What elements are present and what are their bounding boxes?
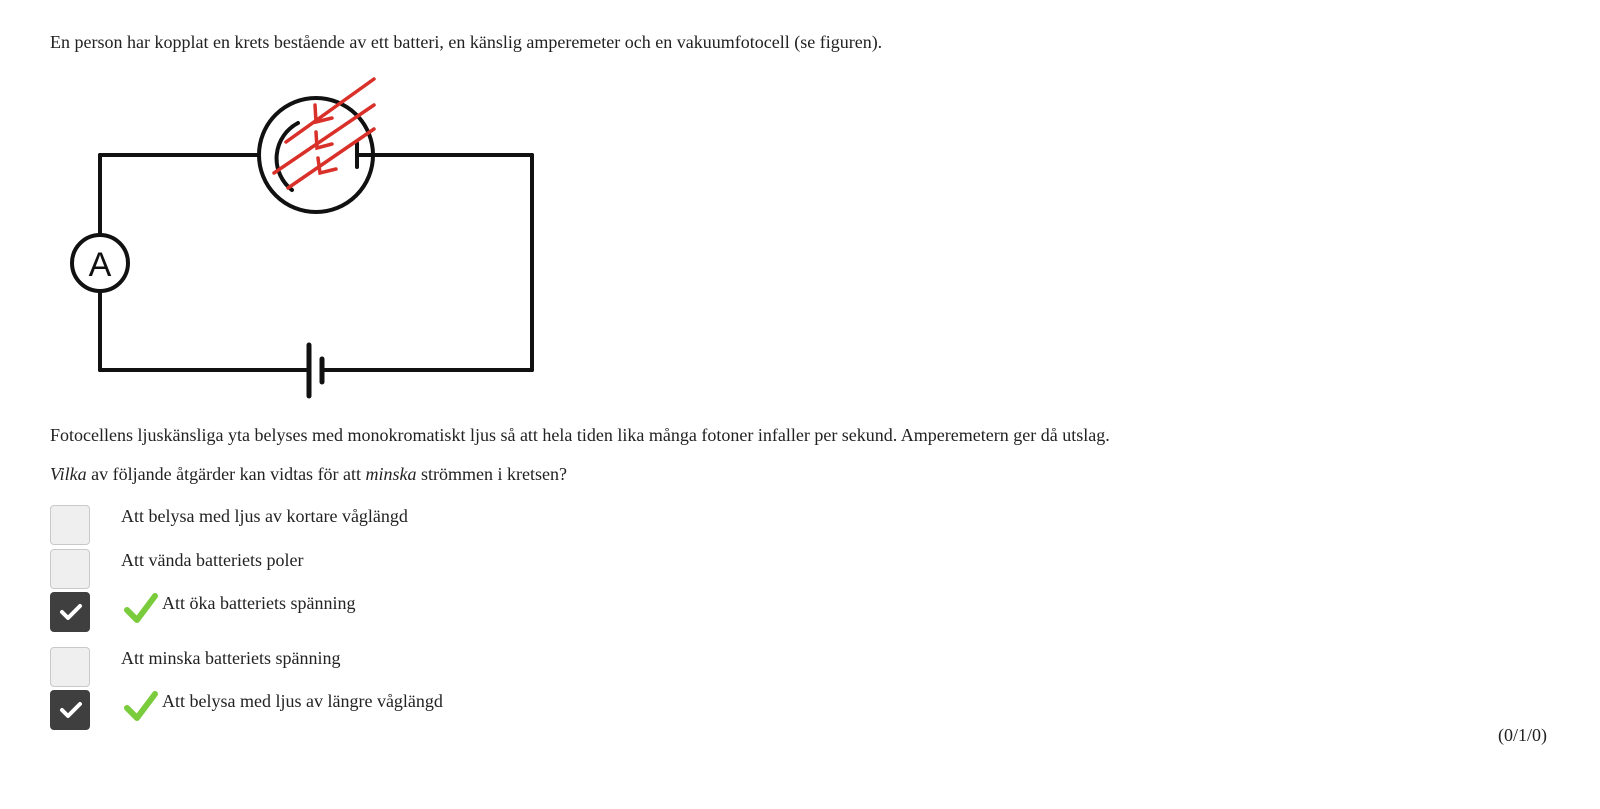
- checkmark-icon: [59, 700, 83, 720]
- checkbox-0[interactable]: [50, 505, 90, 545]
- question-emphasis-1: Vilka: [50, 464, 87, 484]
- question-end: strömmen i kretsen?: [416, 464, 568, 484]
- option-label-0: Att belysa med ljus av kortare våglängd: [121, 506, 408, 526]
- option-label-2: Att öka batteriets spänning: [162, 593, 356, 613]
- option-label-1: Att vända batteriets poler: [121, 550, 304, 570]
- description-text: Fotocellens ljuskänsliga yta belyses med monokromatiskt ljus så att hela tiden lika många fotoner infaller per sekund. Amperemetern ger då utslag.: [50, 425, 1110, 445]
- option-0: [50, 505, 750, 547]
- intro-text: En person har kopplat en krets bestående av ett batteri, en känslig amperemeter och en vakuumfotocell (se figuren).: [50, 32, 883, 52]
- option-4: [50, 690, 750, 732]
- score-text: (0/1/0): [1498, 725, 1547, 745]
- ammeter-symbol: [72, 235, 128, 291]
- checkmark-icon: [59, 602, 83, 622]
- checkbox-4[interactable]: [50, 690, 90, 730]
- option-label-3: Att minska batteriets spänning: [121, 648, 341, 668]
- battery-symbol: [309, 345, 322, 396]
- correct-check-icon: [124, 691, 158, 721]
- question-middle: av följande åtgärder kan vidtas för att: [86, 464, 366, 484]
- option-1: [50, 549, 750, 591]
- ammeter-label: A: [88, 246, 112, 284]
- option-2: [50, 592, 750, 634]
- checkbox-3[interactable]: [50, 647, 90, 687]
- checkbox-2[interactable]: [50, 592, 90, 632]
- option-label-4: Att belysa med ljus av längre våglängd: [162, 691, 443, 711]
- correct-check-icon: [124, 593, 158, 623]
- question-emphasis-2: minska: [365, 464, 417, 484]
- checkbox-1[interactable]: [50, 549, 90, 589]
- circuit-diagram: [60, 70, 560, 405]
- question-text: [50, 463, 567, 485]
- option-3: [50, 647, 750, 689]
